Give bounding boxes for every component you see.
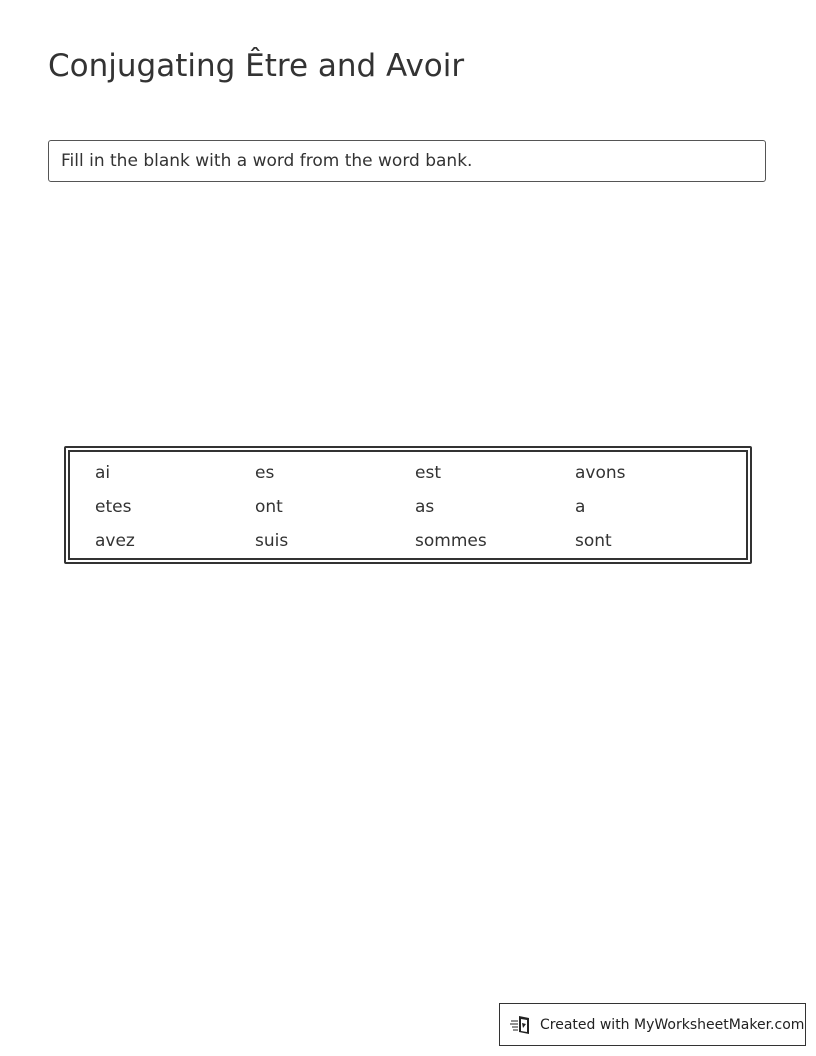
word-bank-word: es [255,463,275,483]
created-with-text: Created with MyWorksheetMaker.com [540,1016,805,1033]
word-bank-word: suis [255,531,289,551]
instructions-text: Fill in the blank with a word from the word bank. [61,151,473,171]
worksheet-maker-logo-icon [510,1014,534,1036]
word-bank-word: sont [575,531,612,551]
created-with-badge[interactable] [499,1003,806,1046]
word-bank-word: a [575,497,586,517]
word-bank-inner [68,450,748,560]
word-bank-word: est [415,463,441,483]
word-bank-word: as [415,497,435,517]
word-bank-row [95,490,746,524]
word-bank-word: ont [255,497,283,517]
word-bank-word: ai [95,463,111,483]
instructions-box [48,140,766,182]
word-bank-word: etes [95,497,132,517]
word-bank-word: sommes [415,531,487,551]
word-bank-row [95,456,746,490]
page-title: Conjugating Être and Avoir [48,48,465,84]
word-bank-word: avez [95,531,135,551]
word-bank-word: avons [575,463,626,483]
word-bank-row [95,524,746,558]
word-bank [64,446,752,564]
